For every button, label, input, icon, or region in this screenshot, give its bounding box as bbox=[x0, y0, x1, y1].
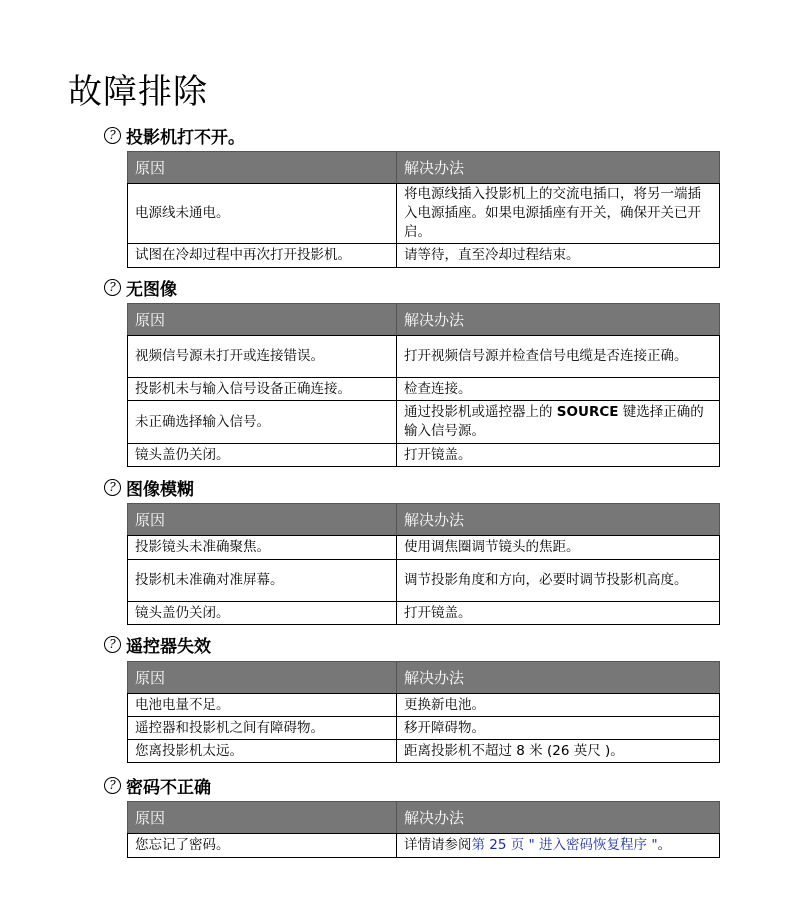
table-row bbox=[128, 536, 720, 560]
question-icon: ? bbox=[104, 127, 121, 144]
table-row bbox=[128, 401, 720, 444]
section-title-text: 图像模糊 bbox=[126, 479, 194, 500]
solution-cell: 将电源线插入投影机上的交流电插口，将另一端插入电源插座。如果电源插座有开关，确保开关已开启。 bbox=[397, 184, 720, 244]
header-solution: 解决办法 bbox=[397, 504, 720, 536]
page-title: 故障排除 bbox=[68, 72, 208, 112]
table-header bbox=[128, 802, 720, 834]
table-row bbox=[128, 740, 720, 763]
solution-cell: 检查连接。 bbox=[397, 378, 720, 401]
password-recovery-link[interactable]: 第 25 页 " 进入密码恢复程序 " bbox=[471, 837, 658, 853]
section-title-power bbox=[104, 123, 245, 147]
solution-text: 。 bbox=[657, 837, 672, 853]
question-icon: ? bbox=[104, 636, 121, 653]
header-cause: 原因 bbox=[128, 662, 397, 694]
cause-cell: 电池电量不足。 bbox=[128, 694, 397, 717]
section-title-remote bbox=[104, 632, 211, 656]
header-solution: 解决办法 bbox=[397, 304, 720, 336]
cause-cell: 投影镜头未准确聚焦。 bbox=[128, 536, 397, 560]
header-solution: 解决办法 bbox=[397, 802, 720, 834]
cause-cell: 您忘记了密码。 bbox=[128, 834, 397, 858]
table-row bbox=[128, 336, 720, 378]
section-title-text: 密码不正确 bbox=[126, 777, 211, 798]
table-header bbox=[128, 662, 720, 694]
cause-cell: 您离投影机太远。 bbox=[128, 740, 397, 763]
troubleshoot-table-power bbox=[127, 151, 720, 268]
solution-cell: 打开镜盖。 bbox=[397, 602, 720, 625]
cause-cell: 镜头盖仍关闭。 bbox=[128, 444, 397, 467]
solution-cell: 使用调焦圈调节镜头的焦距。 bbox=[397, 536, 720, 560]
cause-cell: 电源线未通电。 bbox=[128, 184, 397, 244]
solution-text: 详情请参阅 bbox=[404, 837, 472, 853]
troubleshoot-table-no-image bbox=[127, 303, 720, 467]
table-row bbox=[128, 244, 720, 268]
header-solution: 解决办法 bbox=[397, 152, 720, 184]
solution-cell: 距离投影机不超过 8 米 (26 英尺 )。 bbox=[397, 740, 720, 763]
solution-text: 键选择正确的输入信号源。 bbox=[404, 404, 704, 439]
solution-cell bbox=[397, 401, 720, 444]
header-cause: 原因 bbox=[128, 152, 397, 184]
solution-cell: 更换新电池。 bbox=[397, 694, 720, 717]
header-solution: 解决办法 bbox=[397, 662, 720, 694]
table-header bbox=[128, 504, 720, 536]
question-icon: ? bbox=[104, 279, 121, 296]
solution-cell: 打开视频信号源并检查信号电缆是否连接正确。 bbox=[397, 336, 720, 378]
table-row bbox=[128, 602, 720, 625]
table-row bbox=[128, 184, 720, 244]
section-title-text: 投影机打不开。 bbox=[126, 127, 245, 148]
question-icon: ? bbox=[104, 777, 121, 794]
header-cause: 原因 bbox=[128, 304, 397, 336]
solution-text: 通过投影机或遥控器上的 bbox=[404, 404, 557, 420]
solution-cell: 调节投影角度和方向，必要时调节投影机高度。 bbox=[397, 560, 720, 602]
section-title-text: 遥控器失效 bbox=[126, 636, 211, 657]
solution-cell: 打开镜盖。 bbox=[397, 444, 720, 467]
section-title-blurry bbox=[104, 475, 194, 499]
question-icon: ? bbox=[104, 479, 121, 496]
table-row bbox=[128, 560, 720, 602]
cause-cell: 投影机未准确对准屏幕。 bbox=[128, 560, 397, 602]
header-cause: 原因 bbox=[128, 504, 397, 536]
section-title-no-image bbox=[104, 275, 177, 299]
section-title-password bbox=[104, 773, 211, 797]
table-row bbox=[128, 378, 720, 401]
cause-cell: 遥控器和投影机之间有障碍物。 bbox=[128, 717, 397, 740]
solution-cell: 请等待，直至冷却过程结束。 bbox=[397, 244, 720, 268]
troubleshoot-table-password bbox=[127, 801, 720, 858]
troubleshoot-table-blurry bbox=[127, 503, 720, 625]
header-cause: 原因 bbox=[128, 802, 397, 834]
cause-cell: 镜头盖仍关闭。 bbox=[128, 602, 397, 625]
source-key-label: SOURCE bbox=[556, 404, 619, 420]
table-row bbox=[128, 717, 720, 740]
table-row bbox=[128, 834, 720, 858]
troubleshoot-table-remote bbox=[127, 661, 720, 763]
cause-cell: 未正确选择输入信号。 bbox=[128, 401, 397, 444]
table-header bbox=[128, 152, 720, 184]
cause-cell: 试图在冷却过程中再次打开投影机。 bbox=[128, 244, 397, 268]
cause-cell: 投影机未与输入信号设备正确连接。 bbox=[128, 378, 397, 401]
cause-cell: 视频信号源未打开或连接错误。 bbox=[128, 336, 397, 378]
table-header bbox=[128, 304, 720, 336]
table-row bbox=[128, 694, 720, 717]
section-title-text: 无图像 bbox=[126, 279, 177, 300]
solution-cell: 移开障碍物。 bbox=[397, 717, 720, 740]
table-row bbox=[128, 444, 720, 467]
solution-cell bbox=[397, 834, 720, 858]
